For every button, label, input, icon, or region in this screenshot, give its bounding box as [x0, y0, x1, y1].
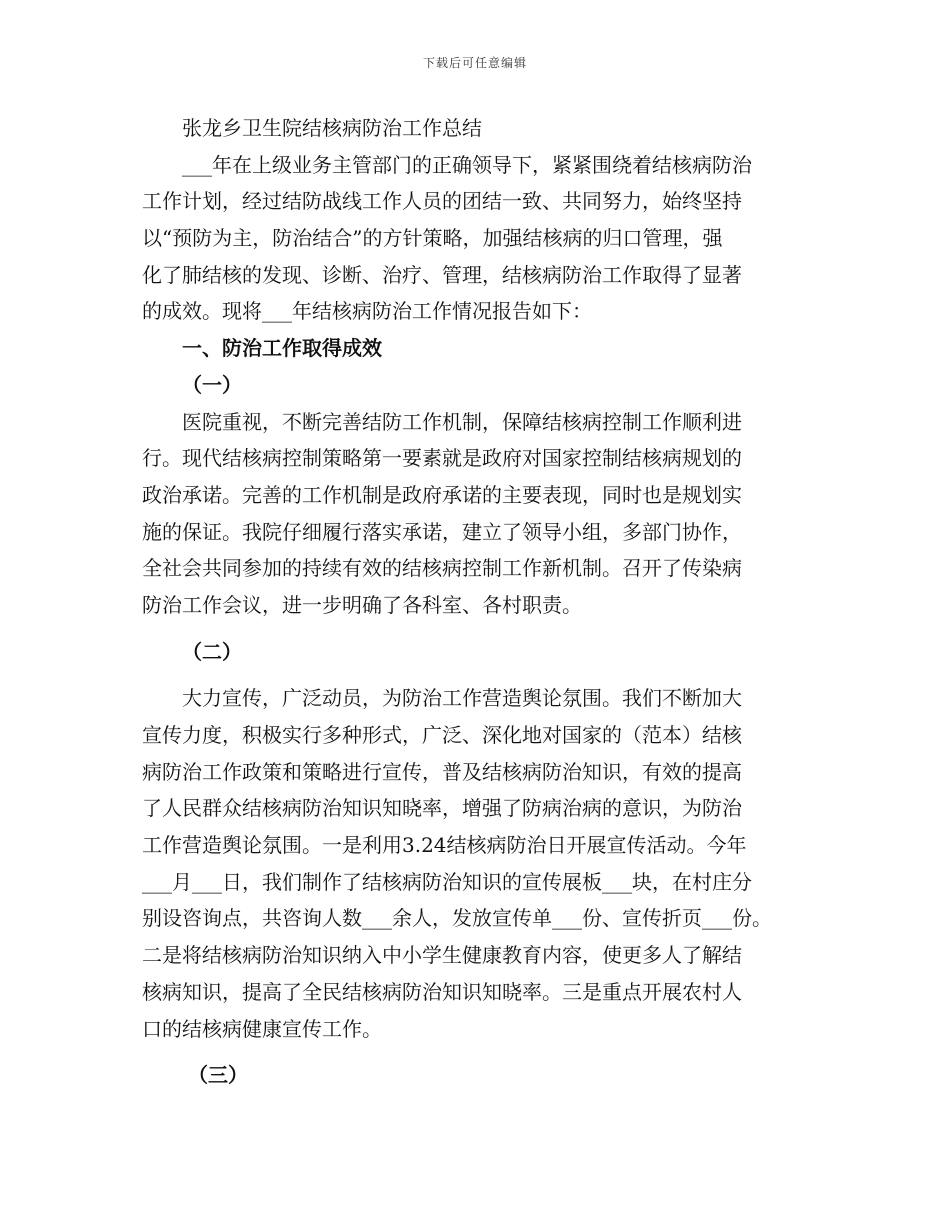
paragraph-line: 了人民群众结核病防治知识知晓率，增强了防病治病的意识，为防治: [142, 796, 742, 821]
paragraph-line: 口的结核病健康宣传工作。: [142, 1016, 382, 1041]
subsection-heading: （三）: [188, 1063, 248, 1088]
paragraph-line: 二是将结核病防治知识纳入中小学生健康教育内容，使更多人了解结: [142, 943, 742, 968]
paragraph-line: 工作营造舆论氛围。一是利用3.24结核病防治日开展宣传活动。今年: [142, 833, 747, 858]
document-title: 张龙乡卫生院结核病防治工作总结: [182, 116, 482, 140]
paragraph-line: ___年在上级业务主管部门的正确领导下，紧紧围绕着结核病防治: [182, 152, 752, 177]
paragraph-line: 防治工作会议，进一步明确了各科室、各村职责。: [142, 592, 582, 617]
subsection-heading: （二）: [182, 639, 242, 664]
section-heading: 一、防治工作取得成效: [182, 336, 382, 361]
paragraph-line: 宣传力度，积极实行多种形式，广泛、深化地对国家的（范本）结核: [142, 723, 742, 747]
paragraph-line: 全社会共同参加的持续有效的结核病控制工作新机制。召开了传染病: [142, 556, 742, 581]
paragraph-line: 工作计划，经过结防战线工作人员的团结一致、共同努力，始终坚持: [142, 189, 742, 214]
paragraph-line: 别设咨询点，共咨询人数___余人，发放宣传单___份、宣传折页___份。: [142, 906, 772, 931]
paragraph-line: 施的保证。我院仔细履行落实承诺，建立了领导小组，多部门协作，: [142, 519, 742, 544]
document-body: [142, 110, 822, 1094]
page-header-note: 下载后可任意编辑: [422, 56, 527, 70]
paragraph-line: 政治承诺。完善的工作机制是政府承诺的主要表现，同时也是规划实: [142, 482, 742, 507]
paragraph-line: 核病知识，提高了全民结核病防治知识知晓率。三是重点开展农村人: [142, 979, 742, 1004]
paragraph-line: 行。现代结核病控制策略第一要素就是政府对国家控制结核病规划的: [142, 446, 742, 471]
paragraph-line: ___月___日，我们制作了结核病防治知识的宣传展板___块，在村庄分: [142, 869, 752, 894]
paragraph-line: 医院重视，不断完善结防工作机制，保障结核病控制工作顺利进: [182, 409, 742, 434]
paragraph-line: 的成效。现将___年结核病防治工作情况报告如下：: [142, 299, 592, 324]
paragraph-line: 病防治工作政策和策略进行宣传，普及结核病防治知识，有效的提高: [142, 759, 742, 784]
paragraph-line: 以“预防为主，防治结合”的方针策略，加强结核病的归口管理，强: [142, 226, 723, 251]
paragraph-line: 大力宣传，广泛动员，为防治工作营造舆论氛围。我们不断加大: [182, 686, 742, 711]
paragraph-line: 化了肺结核的发现、诊断、治疗、管理，结核病防治工作取得了显著: [142, 262, 742, 287]
subsection-heading: （一）: [182, 372, 242, 397]
